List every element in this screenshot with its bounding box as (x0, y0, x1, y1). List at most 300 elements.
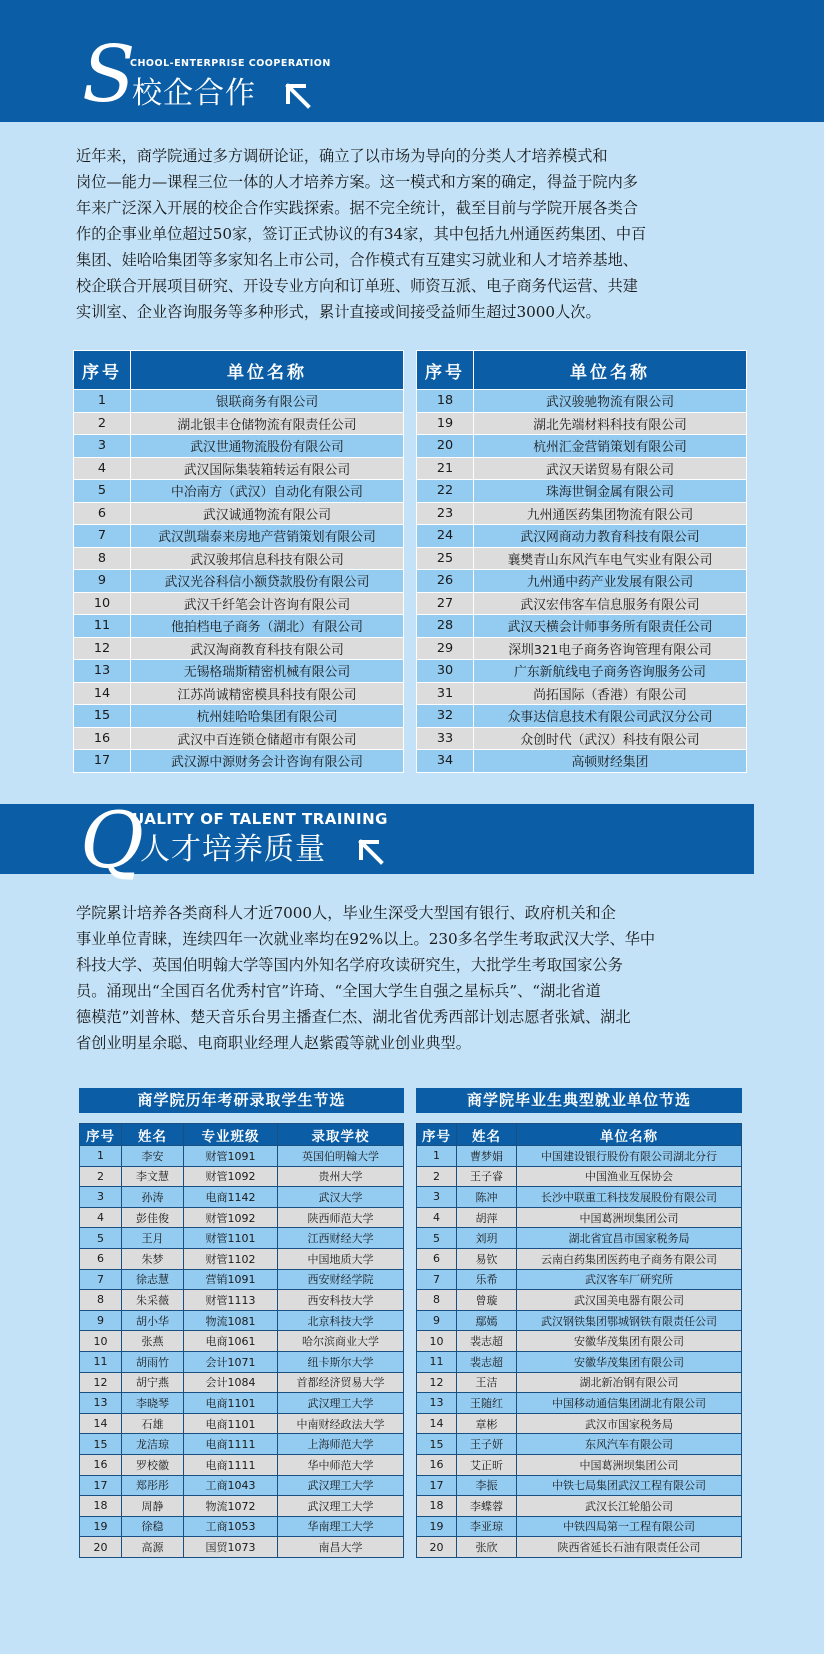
arrow-up-left-icon (355, 836, 389, 870)
cell-index: 6 (74, 502, 131, 525)
paragraph-line: 事业单位青睐，连续四年一次就业率均在92%以上。230多名学生考取武汉大学、华中 (76, 930, 656, 948)
table-row (80, 1516, 404, 1537)
cell-school: 中南财经政法大学 (278, 1413, 404, 1434)
table-row (74, 502, 404, 525)
cell-index: 27 (417, 592, 474, 615)
table-row (417, 1228, 742, 1249)
table-row (80, 1290, 404, 1311)
cell-index: 10 (80, 1331, 122, 1352)
cell-unit-name: 武汉宏伟客车信息服务有限公司 (474, 592, 747, 615)
cell-class: 工商1053 (184, 1516, 278, 1537)
cell-class: 会计1084 (184, 1372, 278, 1393)
section2-english-title: UALITY OF TALENT TRAINING (132, 810, 388, 828)
cell-index: 24 (417, 525, 474, 548)
cell-unit-name: 中国葛洲坝集团公司 (517, 1454, 742, 1475)
cell-index: 3 (74, 435, 131, 458)
cell-index: 11 (417, 1351, 457, 1372)
table-row (417, 1146, 742, 1167)
cell-school: 陕西师范大学 (278, 1207, 404, 1228)
cell-index: 13 (417, 1393, 457, 1414)
cell-index: 20 (417, 435, 474, 458)
cell-unit-name: 武汉客车厂研究所 (517, 1269, 742, 1290)
table-row (417, 525, 747, 548)
partner-table-right (416, 350, 747, 773)
cell-class: 电商1142 (184, 1187, 278, 1208)
cell-index: 11 (80, 1351, 122, 1372)
cell-unit-name: 高顿财经集团 (474, 750, 747, 773)
table-row (74, 480, 404, 503)
cell-index: 14 (74, 682, 131, 705)
paragraph-line: 科技大学、英国伯明翰大学等国内外知名学府攻读研究生，大批学生考取国家公务 (76, 956, 623, 974)
cell-student-name: 裴志超 (457, 1331, 517, 1352)
cell-student-name: 朱梦 (122, 1248, 184, 1269)
table-row (417, 660, 747, 683)
table-row (417, 615, 747, 638)
paragraph-line: 作的企事业单位超过50家，签订正式协议的有34家，其中包括九州通医药集团、中百 (76, 225, 647, 243)
table-row (417, 480, 747, 503)
cell-index: 12 (417, 1372, 457, 1393)
table-row (80, 1475, 404, 1496)
cell-student-name: 周静 (122, 1496, 184, 1517)
section2-initial-letter: Q (80, 796, 144, 886)
cell-index: 2 (417, 1166, 457, 1187)
section1-initial-letter: S (82, 30, 136, 120)
cell-unit-name: 襄樊青山东风汽车电气实业有限公司 (474, 547, 747, 570)
cell-unit-name: 中铁四局第一工程有限公司 (517, 1516, 742, 1537)
cell-index: 6 (80, 1248, 122, 1269)
cell-index: 5 (74, 480, 131, 503)
cell-unit-name: 众事达信息技术有限公司武汉分公司 (474, 705, 747, 728)
cell-index: 5 (417, 1228, 457, 1249)
cell-student-name: 张欣 (457, 1537, 517, 1558)
cell-student-name: 胡小华 (122, 1310, 184, 1331)
cell-student-name: 龙洁琼 (122, 1434, 184, 1455)
cell-index: 26 (417, 570, 474, 593)
cell-class: 工商1043 (184, 1475, 278, 1496)
cell-index: 16 (74, 727, 131, 750)
cell-student-name: 张燕 (122, 1331, 184, 1352)
cell-class: 财管1102 (184, 1248, 278, 1269)
paragraph-line: 近年来，商学院通过多方调研论证，确立了以市场为导向的分类人才培养模式和 (76, 147, 608, 165)
cell-student-name: 王随红 (457, 1393, 517, 1414)
cell-index: 33 (417, 727, 474, 750)
cell-index: 20 (417, 1537, 457, 1558)
cell-class: 财管1092 (184, 1207, 278, 1228)
cell-student-name: 艾正昕 (457, 1454, 517, 1475)
cell-school: 西安财经学院 (278, 1269, 404, 1290)
cell-student-name: 曹梦娟 (457, 1146, 517, 1167)
table-row (417, 1187, 742, 1208)
column-header-index: 序号 (417, 351, 474, 390)
cell-index: 17 (80, 1475, 122, 1496)
paragraph-line: 年来广泛深入开展的校企合作实践探索。据不完全统计，截至目前与学院开展各类合 (76, 199, 638, 217)
cell-class: 财管1113 (184, 1290, 278, 1311)
table-row (80, 1372, 404, 1393)
section1-title: 校企合作 (132, 76, 256, 111)
cell-school: 北京科技大学 (278, 1310, 404, 1331)
table-row (74, 570, 404, 593)
cell-index: 30 (417, 660, 474, 683)
cell-school: 华南理工大学 (278, 1516, 404, 1537)
cell-student-name: 胡雨竹 (122, 1351, 184, 1372)
cell-school: 英国伯明翰大学 (278, 1146, 404, 1167)
table-row (417, 502, 747, 525)
table-row (417, 1454, 742, 1475)
cell-unit-name: 武汉市国家税务局 (517, 1413, 742, 1434)
cell-index: 10 (417, 1331, 457, 1352)
table-row (74, 435, 404, 458)
cell-index: 25 (417, 547, 474, 570)
cell-unit-name: 杭州娃哈哈集团有限公司 (131, 705, 404, 728)
section2-paragraph (76, 900, 746, 1056)
cell-unit-name: 武汉天横会计师事务所有限责任公司 (474, 615, 747, 638)
cell-unit-name: 中冶南方（武汉）自动化有限公司 (131, 480, 404, 503)
table-row (417, 1475, 742, 1496)
cell-index: 17 (74, 750, 131, 773)
table-row (417, 750, 747, 773)
cell-student-name: 陈冲 (457, 1187, 517, 1208)
table-row (80, 1248, 404, 1269)
cell-index: 28 (417, 615, 474, 638)
column-header-index: 序号 (80, 1124, 122, 1146)
table-row (417, 1496, 742, 1517)
cell-student-name: 李晓琴 (122, 1393, 184, 1414)
cell-index: 8 (74, 547, 131, 570)
cell-index: 3 (417, 1187, 457, 1208)
table-row (417, 1351, 742, 1372)
table-row (74, 705, 404, 728)
table-row (417, 1331, 742, 1352)
cell-class: 电商1101 (184, 1413, 278, 1434)
cell-unit-name: 武汉国美电器有限公司 (517, 1290, 742, 1311)
cell-unit-name: 武汉骏邦信息科技有限公司 (131, 547, 404, 570)
table-row (417, 1248, 742, 1269)
cell-school: 南昌大学 (278, 1537, 404, 1558)
cell-index: 34 (417, 750, 474, 773)
table-row (417, 390, 747, 413)
cell-unit-name: 安徽华茂集团有限公司 (517, 1351, 742, 1372)
table-row (74, 525, 404, 548)
cell-school: 武汉理工大学 (278, 1496, 404, 1517)
cell-unit-name: 武汉钢铁集团鄂城钢铁有限责任公司 (517, 1310, 742, 1331)
cell-class: 电商1101 (184, 1393, 278, 1414)
employment-table (416, 1123, 742, 1558)
table-row (80, 1146, 404, 1167)
cell-index: 4 (417, 1207, 457, 1228)
table-row (80, 1207, 404, 1228)
cell-index: 18 (417, 1496, 457, 1517)
cell-class: 会计1071 (184, 1351, 278, 1372)
cell-school: 上海师范大学 (278, 1434, 404, 1455)
table-row (80, 1351, 404, 1372)
paragraph-line: 校企联合开展项目研究、开设专业方向和订单班、师资互派、电子商务代运营、共建 (76, 277, 638, 295)
table-row (80, 1393, 404, 1414)
cell-index: 9 (417, 1310, 457, 1331)
cell-index: 1 (80, 1146, 122, 1167)
cell-unit-name: 武汉千纤笔会计咨询有限公司 (131, 592, 404, 615)
cell-unit-name: 中国渔业互保协会 (517, 1166, 742, 1187)
cell-index: 7 (417, 1269, 457, 1290)
cell-unit-name: 中国建设银行股份有限公司湖北分行 (517, 1146, 742, 1167)
table-row (417, 570, 747, 593)
table-row (80, 1310, 404, 1331)
cell-index: 18 (80, 1496, 122, 1517)
cell-unit-name: 武汉中百连锁仓储超市有限公司 (131, 727, 404, 750)
table-row (417, 727, 747, 750)
cell-unit-name: 江苏尚诚精密模具科技有限公司 (131, 682, 404, 705)
cell-class: 财管1092 (184, 1166, 278, 1187)
cell-index: 8 (80, 1290, 122, 1311)
table-row (417, 1434, 742, 1455)
cell-student-name: 李振 (457, 1475, 517, 1496)
cell-index: 20 (80, 1537, 122, 1558)
column-header-unit: 单位名称 (517, 1124, 742, 1146)
cell-unit-name: 安徽华茂集团有限公司 (517, 1331, 742, 1352)
cell-index: 15 (80, 1434, 122, 1455)
cell-student-name: 王月 (122, 1228, 184, 1249)
table-row (74, 615, 404, 638)
cell-student-name: 乐希 (457, 1269, 517, 1290)
cell-class: 财管1091 (184, 1146, 278, 1167)
cell-school: 武汉大学 (278, 1187, 404, 1208)
cell-unit-name: 云南白药集团医药电子商务有限公司 (517, 1248, 742, 1269)
cell-school: 中国地质大学 (278, 1248, 404, 1269)
cell-unit-name: 武汉骏驰物流有限公司 (474, 390, 747, 413)
table-row (417, 547, 747, 570)
cell-unit-name: 众创时代（武汉）科技有限公司 (474, 727, 747, 750)
cell-index: 22 (417, 480, 474, 503)
cell-index: 7 (80, 1269, 122, 1290)
cell-index: 1 (417, 1146, 457, 1167)
cell-index: 32 (417, 705, 474, 728)
cell-school: 哈尔滨商业大学 (278, 1331, 404, 1352)
cell-index: 23 (417, 502, 474, 525)
table-row (417, 412, 747, 435)
partner-table-left (73, 350, 404, 773)
cell-index: 21 (417, 457, 474, 480)
cell-student-name: 章彬 (457, 1413, 517, 1434)
paragraph-line: 学院累计培养各类商科人才近7000人，毕业生深受大型国有银行、政府机关和企 (76, 904, 616, 922)
employment-table-title: 商学院毕业生典型就业单位节选 (416, 1088, 742, 1113)
table-row (80, 1454, 404, 1475)
cell-index: 14 (80, 1413, 122, 1434)
cell-index: 31 (417, 682, 474, 705)
section1-english-title: CHOOL-ENTERPRISE COOPERATION (130, 58, 331, 69)
cell-student-name: 王子妍 (457, 1434, 517, 1455)
cell-index: 19 (80, 1516, 122, 1537)
table-row (417, 1413, 742, 1434)
table-row (417, 682, 747, 705)
table-row (417, 592, 747, 615)
cell-school: 江西财经大学 (278, 1228, 404, 1249)
column-header-class: 专业班级 (184, 1124, 278, 1146)
cell-class: 营销1091 (184, 1269, 278, 1290)
cell-index: 14 (417, 1413, 457, 1434)
column-header-unit: 单位名称 (474, 351, 747, 390)
cell-student-name: 郑彤彤 (122, 1475, 184, 1496)
cell-school: 华中师范大学 (278, 1454, 404, 1475)
cell-unit-name: 尚拓国际（香港）有限公司 (474, 682, 747, 705)
cell-unit-name: 武汉诚通物流有限公司 (131, 502, 404, 525)
cell-student-name: 曾璇 (457, 1290, 517, 1311)
cell-index: 16 (80, 1454, 122, 1475)
section1-paragraph (76, 143, 746, 325)
cell-student-name: 胡宁燕 (122, 1372, 184, 1393)
table-row (80, 1269, 404, 1290)
table-row (74, 750, 404, 773)
column-header-name: 姓名 (457, 1124, 517, 1146)
cell-school: 贵州大学 (278, 1166, 404, 1187)
cell-unit-name: 无锡格瑞斯精密机械有限公司 (131, 660, 404, 683)
cell-index: 2 (74, 412, 131, 435)
table-row (417, 1516, 742, 1537)
cell-school: 武汉理工大学 (278, 1475, 404, 1496)
cell-student-name: 朱采薇 (122, 1290, 184, 1311)
cell-unit-name: 杭州汇金营销策划有限公司 (474, 435, 747, 458)
cell-index: 16 (417, 1454, 457, 1475)
table-row (80, 1496, 404, 1517)
cell-index: 8 (417, 1290, 457, 1311)
cell-index: 19 (417, 1516, 457, 1537)
column-header-name: 姓名 (122, 1124, 184, 1146)
cell-unit-name: 武汉凯瑞泰来房地产营销策划有限公司 (131, 525, 404, 548)
cell-student-name: 鄢嫣 (457, 1310, 517, 1331)
paragraph-line: 德模范”刘普林、楚天音乐台男主播查仁杰、湖北省优秀西部计划志愿者张斌、湖北 (76, 1008, 631, 1026)
cell-index: 13 (80, 1393, 122, 1414)
cell-student-name: 王洁 (457, 1372, 517, 1393)
table-row (74, 390, 404, 413)
table-row (417, 1310, 742, 1331)
cell-unit-name: 中国移动通信集团湖北有限公司 (517, 1393, 742, 1414)
cell-student-name: 王子睿 (457, 1166, 517, 1187)
cell-unit-name: 武汉源中源财务会计咨询有限公司 (131, 750, 404, 773)
cell-student-name: 徐志慧 (122, 1269, 184, 1290)
cell-index: 15 (417, 1434, 457, 1455)
table-row (417, 1537, 742, 1558)
table-row (417, 1393, 742, 1414)
cell-student-name: 彭佳俊 (122, 1207, 184, 1228)
cell-index: 29 (417, 637, 474, 660)
cell-student-name: 孙涛 (122, 1187, 184, 1208)
table-row (80, 1166, 404, 1187)
table-row (74, 592, 404, 615)
table-row (417, 1372, 742, 1393)
cell-index: 7 (74, 525, 131, 548)
column-header-index: 序号 (74, 351, 131, 390)
cell-class: 财管1101 (184, 1228, 278, 1249)
cell-unit-name: 广东新航线电子商务咨询服务公司 (474, 660, 747, 683)
cell-unit-name: 银联商务有限公司 (131, 390, 404, 413)
cell-index: 3 (80, 1187, 122, 1208)
cell-unit-name: 武汉长江轮船公司 (517, 1496, 742, 1517)
cell-class: 电商1111 (184, 1454, 278, 1475)
cell-student-name: 裴志超 (457, 1351, 517, 1372)
cell-student-name: 易钦 (457, 1248, 517, 1269)
table-row (417, 1290, 742, 1311)
cell-index: 19 (417, 412, 474, 435)
cell-school: 纽卡斯尔大学 (278, 1351, 404, 1372)
cell-class: 物流1072 (184, 1496, 278, 1517)
cell-unit-name: 湖北银丰仓储物流有限责任公司 (131, 412, 404, 435)
table-row (417, 457, 747, 480)
cell-index: 4 (80, 1207, 122, 1228)
cell-school: 西安科技大学 (278, 1290, 404, 1311)
cell-unit-name: 东风汽车有限公司 (517, 1434, 742, 1455)
cell-unit-name: 武汉国际集装箱转运有限公司 (131, 457, 404, 480)
cell-index: 11 (74, 615, 131, 638)
cell-index: 12 (74, 637, 131, 660)
cell-student-name: 罗校徽 (122, 1454, 184, 1475)
cell-index: 15 (74, 705, 131, 728)
table-row (80, 1413, 404, 1434)
grad-table-title: 商学院历年考研录取学生节选 (79, 1088, 404, 1113)
cell-unit-name: 陕西省延长石油有限责任公司 (517, 1537, 742, 1558)
table-row (74, 682, 404, 705)
cell-unit-name: 九州通医药集团物流有限公司 (474, 502, 747, 525)
column-header-index: 序号 (417, 1124, 457, 1146)
cell-index: 1 (74, 390, 131, 413)
column-header-unit: 单位名称 (131, 351, 404, 390)
cell-unit-name: 湖北省宜昌市国家税务局 (517, 1228, 742, 1249)
cell-school: 首都经济贸易大学 (278, 1372, 404, 1393)
table-row (80, 1228, 404, 1249)
cell-student-name: 李文慧 (122, 1166, 184, 1187)
cell-class: 电商1061 (184, 1331, 278, 1352)
table-row (74, 457, 404, 480)
arrow-up-left-icon (282, 80, 316, 114)
table-row (74, 547, 404, 570)
paragraph-line: 省创业明星余聪、电商职业经理人赵紫霞等就业创业典型。 (76, 1034, 471, 1052)
cell-class: 电商1111 (184, 1434, 278, 1455)
table-row (417, 1166, 742, 1187)
paragraph-line: 员。涌现出“全国百名优秀村官”许琦、“全国大学生自强之星标兵”、“湖北省道 (76, 982, 601, 1000)
cell-unit-name: 九州通中药产业发展有限公司 (474, 570, 747, 593)
cell-unit-name: 中铁七局集团武汉工程有限公司 (517, 1475, 742, 1496)
section2-title: 人才培养质量 (140, 832, 326, 867)
table-row (80, 1331, 404, 1352)
cell-class: 物流1081 (184, 1310, 278, 1331)
cell-index: 5 (80, 1228, 122, 1249)
cell-student-name: 李蝶蓉 (457, 1496, 517, 1517)
cell-unit-name: 珠海世铜金属有限公司 (474, 480, 747, 503)
cell-index: 18 (417, 390, 474, 413)
cell-student-name: 石雄 (122, 1413, 184, 1434)
cell-student-name: 李安 (122, 1146, 184, 1167)
cell-unit-name: 武汉天诺贸易有限公司 (474, 457, 747, 480)
cell-student-name: 高源 (122, 1537, 184, 1558)
cell-unit-name: 长沙中联重工科技发展股份有限公司 (517, 1187, 742, 1208)
cell-index: 10 (74, 592, 131, 615)
table-row (74, 637, 404, 660)
grad-table (79, 1123, 404, 1558)
cell-student-name: 徐稳 (122, 1516, 184, 1537)
cell-unit-name: 武汉世通物流股份有限公司 (131, 435, 404, 458)
table-row (80, 1537, 404, 1558)
cell-unit-name: 深圳321电子商务咨询管理有限公司 (474, 637, 747, 660)
cell-index: 17 (417, 1475, 457, 1496)
cell-index: 9 (80, 1310, 122, 1331)
cell-unit-name: 他拍档电子商务（湖北）有限公司 (131, 615, 404, 638)
paragraph-line: 实训室、企业咨询服务等多种形式，累计直接或间接受益师生超过3000人次。 (76, 303, 601, 321)
cell-unit-name: 武汉网商动力教育科技有限公司 (474, 525, 747, 548)
cell-index: 4 (74, 457, 131, 480)
cell-index: 13 (74, 660, 131, 683)
table-row (74, 727, 404, 750)
cell-student-name: 刘玥 (457, 1228, 517, 1249)
cell-unit-name: 湖北先端材料科技有限公司 (474, 412, 747, 435)
cell-index: 9 (74, 570, 131, 593)
paragraph-line: 岗位—能力—课程三位一体的人才培养方案。这一模式和方案的确定，得益于院内多 (76, 173, 638, 191)
